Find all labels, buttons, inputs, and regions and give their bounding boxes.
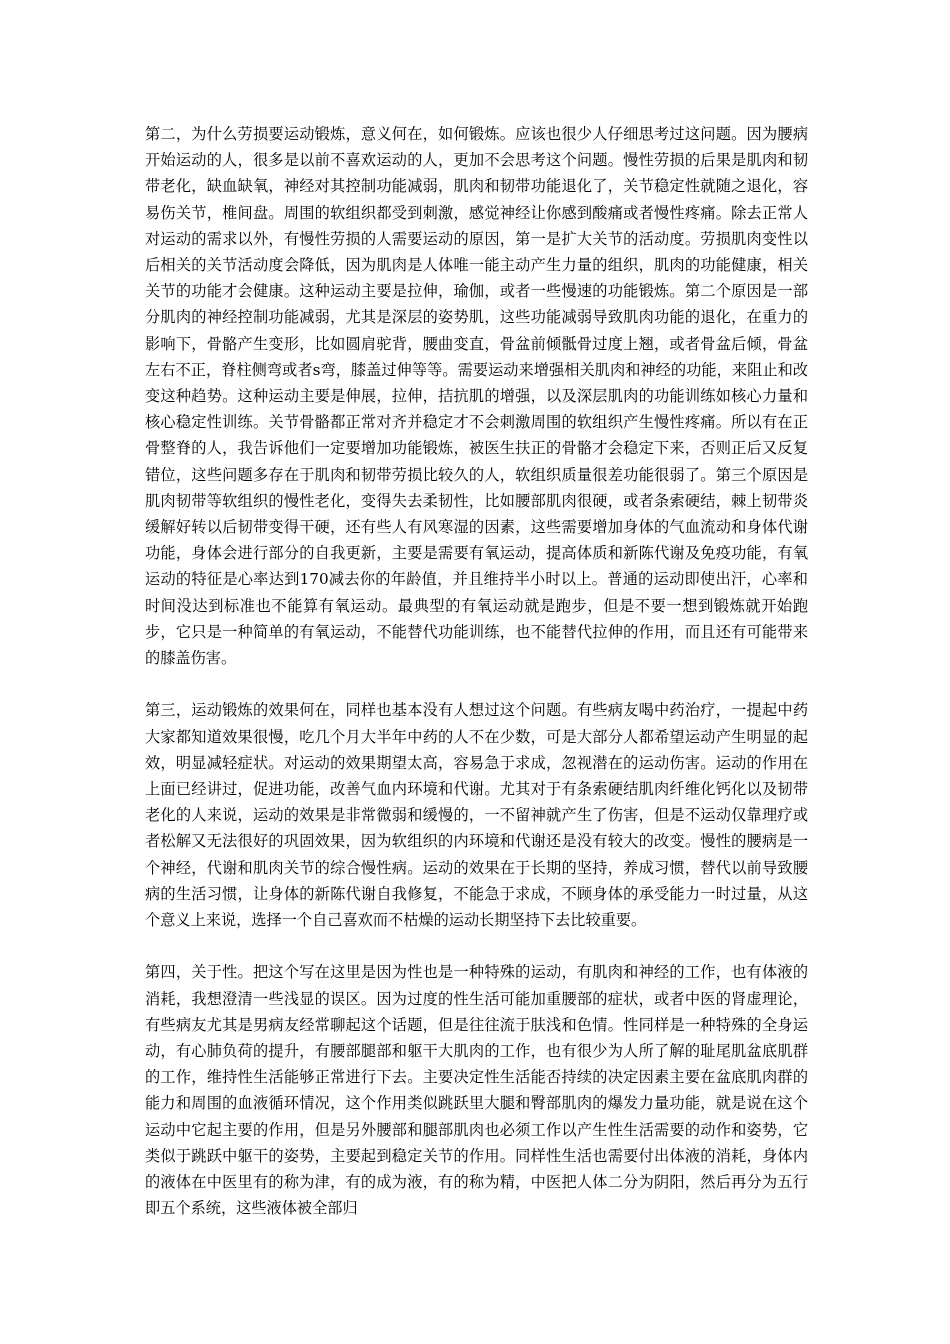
paragraph-spacer: [145, 933, 808, 959]
document-body: [145, 121, 808, 1222]
paragraph-second: 第二，为什么劳损要运动锻炼，意义何在，如何锻炼。应该也很少人仔细思考过这问题。因为腰病开始运动的人，很多是以前不喜欢运动的人，更加不会思考这个问题。慢性劳损的后果是肌肉和韧带老化，缺血缺氧，神经对其控制功能减弱，肌肉和韧带功能退化了，关节稳定性就随之退化，容易伤关节，椎间盘。周围的软组织都受到刺激，感觉神经让你感到酸痛或者慢性疼痛。除去正常人对运动的需求以外，有慢性劳损的人需要运动的原因，第一是扩大关节的活动度。劳损肌肉变性以后相关的关节活动度会降低，因为肌肉是人体唯一能主动产生力量的组织，肌肉的功能健康，相关关节的功能才会健康。这种运动主要是拉伸，瑜伽，或者一些慢速的功能锻炼。第二个原因是一部分肌肉的神经控制功能减弱，尤其是深层的姿势肌，这些功能减弱导致肌肉功能的退化，在重力的影响下，骨骼产生变形，比如圆肩驼背，腰曲变直，骨盆前倾骶骨过度上翘，或者骨盆后倾，骨盆左右不正，脊柱侧弯或者s弯，膝盖过伸等等。需要运动来增强相关肌肉和神经的功能，来阻止和改变这种趋势。这种运动主要是伸展，拉伸，拮抗肌的增强，以及深层肌肉的功能训练如核心力量和核心稳定性训练。关节骨骼都正常对齐并稳定才不会刺激周围的软组织产生慢性疼痛。所以有在正骨整脊的人，我告诉他们一定要增加功能锻炼，被医生扶正的骨骼才会稳定下来，否则正后又反复错位，这些问题多存在于肌肉和韧带劳损比较久的人，软组织质量很差功能很弱了。第三个原因是肌肉韧带等软组织的慢性老化，变得失去柔韧性，比如腰部肌肉很硬，或者条索硬结，棘上韧带炎缓解好转以后韧带变得干硬，还有些人有风寒湿的因素，这些需要增加身体的气血流动和身体代谢功能，身体会进行部分的自我更新，主要是需要有氧运动，提高体质和新陈代谢及免疫功能，有氧运动的特征是心率达到170减去你的年龄值，并且维持半小时以上。普通的运动即使出汗，心率和时间没达到标准也不能算有氧运动。最典型的有氧运动就是跑步，但是不要一想到锻炼就开始跑步，它只是一种简单的有氧运动，不能替代功能训练，也不能替代拉伸的作用，而且还有可能带来的膝盖伤害。: [145, 125, 808, 668]
paragraph-fourth: 第四，关于性。把这个写在这里是因为性也是一种特殊的运动，有肌肉和神经的工作，也有体液的消耗，我想澄清一些浅显的误区。因为过度的性生活可能加重腰部的症状，或者中医的肾虚理论，有些病友尤其是男病友经常聊起这个话题，但是往往流于肤浅和色情。性同样是一种特殊的全身运动，有心肺负荷的提升，有腰部腿部和躯干大肌肉的工作，也有很少为人所了解的耻尾肌盆底肌群的工作，维持性生活能够正常进行下去。主要决定性生活能否持续的决定因素主要在盆底肌肉群的能力和周围的血液循环情况，这个作用类似跳跃里大腿和臀部肌肉的爆发力量功能，就是说在这个运动中它起主要的作用，但是另外腰部和腿部肌肉也必须工作以产生性生活需要的动作和姿势，它类似于跳跃中躯干的姿势，主要起到稳定关节的作用。同样性生活也需要付出体液的消耗，身体内的液体在中医里有的称为津，有的成为液，有的称为精，中医把人体二分为阴阳，然后再分为五行即五个系统，这些液体被全部归: [145, 963, 808, 1218]
paragraph-spacer: [145, 671, 808, 697]
paragraph-third: 第三，运动锻炼的效果何在，同样也基本没有人想过这个问题。有些病友喝中药治疗，一提起中药大家都知道效果很慢，吃几个月大半年中药的人不在少数，可是大部分人都希望运动产生明显的起效，明显减轻症状。对运动的效果期望太高，容易急于求成，忽视潜在的运动伤害。运动的作用在上面已经讲过，促进功能，改善气血内环境和代谢。尤其对于有条索硬结肌肉纤维化钙化以及韧带老化的人来说，运动的效果是非常微弱和缓慢的，一不留神就产生了伤害，但是不运动仅靠理疗或者松解又无法很好的巩固效果，因为软组织的内环境和代谢还是没有较大的改变。慢性的腰病是一个神经，代谢和肌肉关节的综合慢性病。运动的效果在于长期的坚持，养成习惯，替代以前导致腰病的生活习惯，让身体的新陈代谢自我修复，不能急于求成，不顾身体的承受能力一时过量，从这个意义上来说，选择一个自己喜欢而不枯燥的运动长期坚持下去比较重要。: [145, 701, 808, 930]
